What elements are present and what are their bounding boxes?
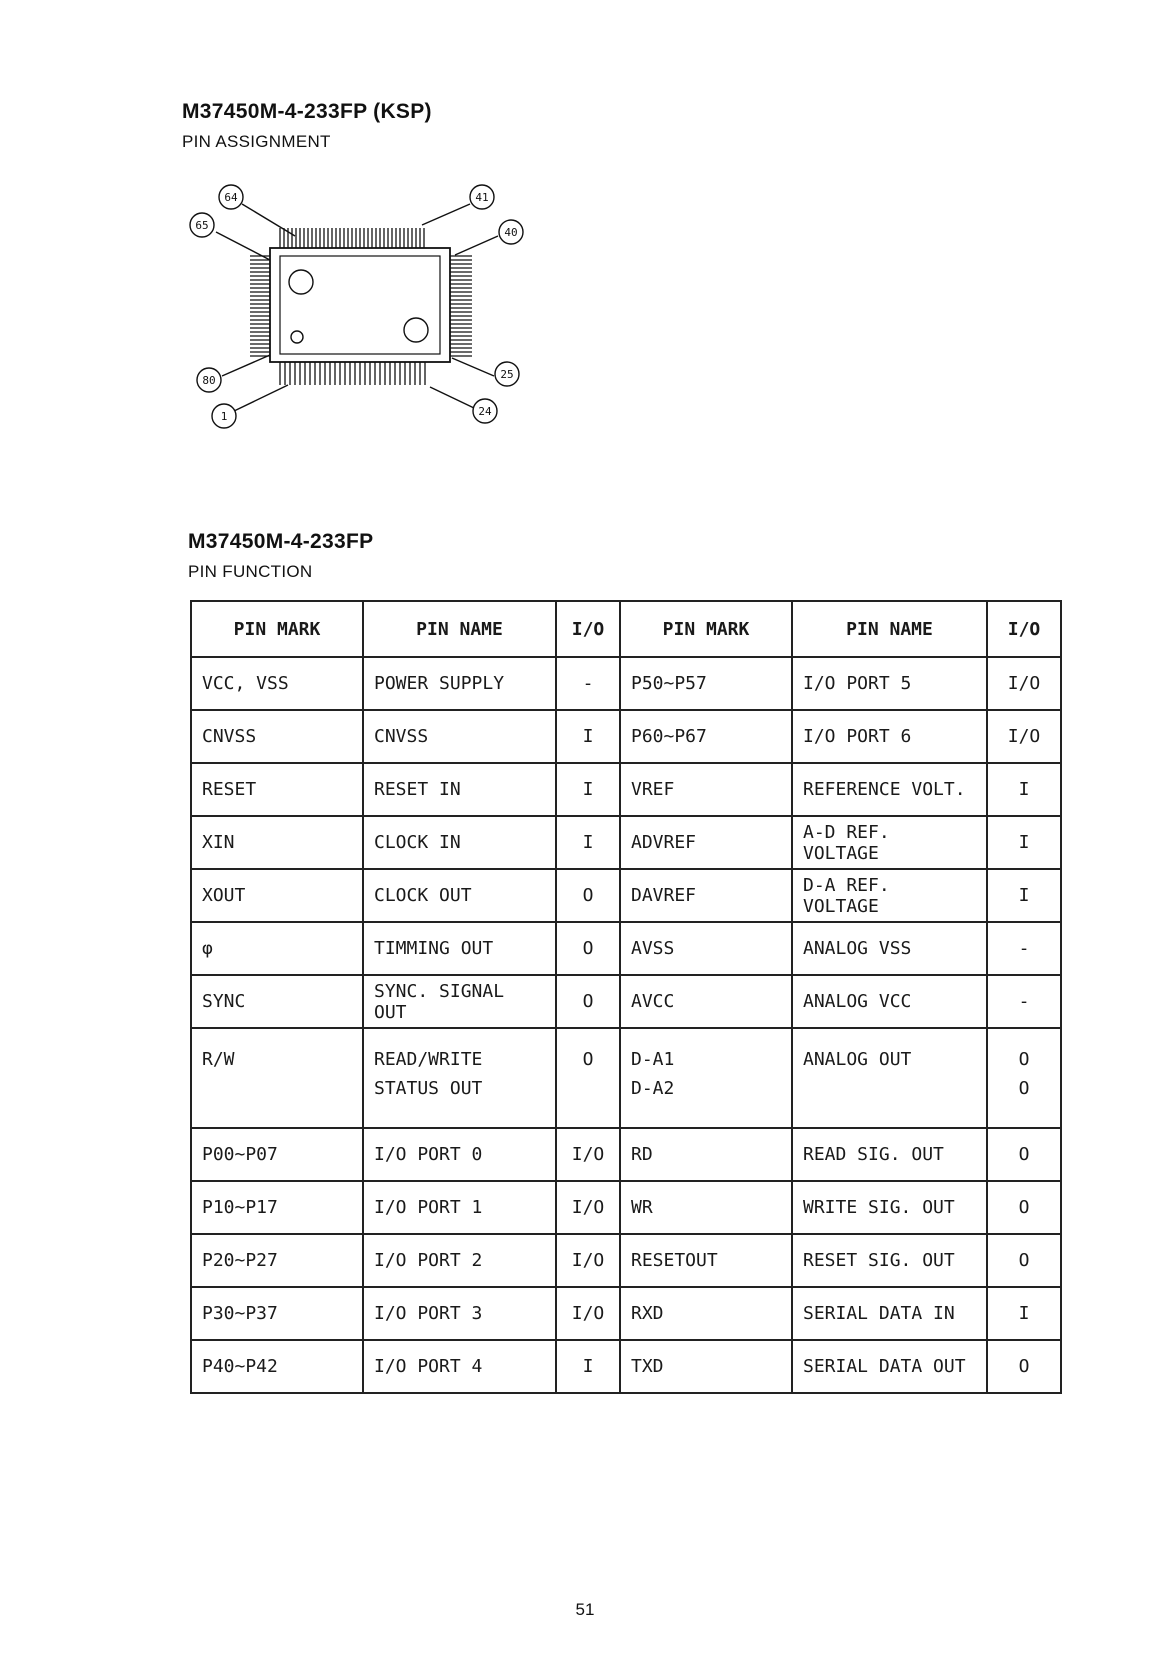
cell-pin-mark: XIN: [191, 816, 363, 869]
cell-pin-name: CLOCK IN: [363, 816, 556, 869]
chip-package-diagram: [180, 180, 560, 480]
cell-pin-mark: P20~P27: [191, 1234, 363, 1287]
cell-pin-name: I/O PORT 0: [363, 1128, 556, 1181]
cell-pin-name: WRITE SIG. OUT: [792, 1181, 987, 1234]
cell-io: O O: [987, 1028, 1061, 1128]
cell-pin-name: ANALOG OUT: [792, 1028, 987, 1128]
section-subtitle-pin-assignment: PIN ASSIGNMENT: [182, 132, 331, 151]
cell-pin-mark: TXD: [620, 1340, 792, 1393]
cell-pin-mark: DAVREF: [620, 869, 792, 922]
cell-pin-name: I/O PORT 1: [363, 1181, 556, 1234]
pin-label-41: 41: [475, 191, 489, 204]
cell-pin-mark: RXD: [620, 1287, 792, 1340]
table-row: [191, 816, 1061, 869]
cell-pin-mark: CNVSS: [191, 710, 363, 763]
pin-label-64: 64: [224, 191, 238, 204]
table-row: [191, 1181, 1061, 1234]
cell-io: O: [556, 1028, 620, 1128]
cell-pin-mark: P60~P67: [620, 710, 792, 763]
cell-pin-name: I/O PORT 4: [363, 1340, 556, 1393]
cell-io: O: [987, 1340, 1061, 1393]
cell-pin-name: I/O PORT 3: [363, 1287, 556, 1340]
cell-pin-mark: ADVREF: [620, 816, 792, 869]
cell-pin-mark: P40~P42: [191, 1340, 363, 1393]
cell-io: -: [556, 657, 620, 710]
cell-io: -: [987, 975, 1061, 1028]
table-row: [191, 657, 1061, 710]
cell-pin-name: TIMMING OUT: [363, 922, 556, 975]
cell-pin-mark: RESETOUT: [620, 1234, 792, 1287]
table-row: [191, 869, 1061, 922]
cell-pin-mark: XOUT: [191, 869, 363, 922]
table-row: [191, 1234, 1061, 1287]
cell-pin-name: CNVSS: [363, 710, 556, 763]
cell-pin-mark: P00~P07: [191, 1128, 363, 1181]
cell-io: I: [556, 763, 620, 816]
header-pin-mark: PIN MARK: [620, 601, 792, 657]
cell-pin-name: I/O PORT 5: [792, 657, 987, 710]
table-row: [191, 1340, 1061, 1393]
cell-pin-name: REFERENCE VOLT.: [792, 763, 987, 816]
cell-io: O: [556, 869, 620, 922]
cell-io: O: [556, 975, 620, 1028]
cell-io: I/O: [556, 1181, 620, 1234]
cell-pin-mark: φ: [191, 922, 363, 975]
cell-io: I: [987, 1287, 1061, 1340]
pin-label-40: 40: [504, 226, 518, 239]
cell-pin-name: RESET IN: [363, 763, 556, 816]
cell-pin-mark: RESET: [191, 763, 363, 816]
header-pin-mark: PIN MARK: [191, 601, 363, 657]
cell-pin-mark: P30~P37: [191, 1287, 363, 1340]
cell-pin-mark: R/W: [191, 1028, 363, 1128]
section-subtitle-pin-function: PIN FUNCTION: [188, 562, 313, 581]
pin-label-65: 65: [195, 219, 209, 232]
cell-io: -: [987, 922, 1061, 975]
table-row: [191, 922, 1061, 975]
pin-label-24: 24: [478, 405, 492, 418]
cell-io: O: [987, 1128, 1061, 1181]
cell-pin-name: CLOCK OUT: [363, 869, 556, 922]
cell-pin-mark: SYNC: [191, 975, 363, 1028]
table-row: [191, 1287, 1061, 1340]
cell-pin-mark: P50~P57: [620, 657, 792, 710]
header-io: I/O: [556, 601, 620, 657]
cell-pin-name: SYNC. SIGNAL OUT: [363, 975, 556, 1028]
cell-io: I/O: [987, 710, 1061, 763]
cell-pin-name: RESET SIG. OUT: [792, 1234, 987, 1287]
cell-pin-name: I/O PORT 6: [792, 710, 987, 763]
table-row: [191, 1128, 1061, 1181]
cell-io: I: [987, 869, 1061, 922]
cell-io: I: [987, 816, 1061, 869]
pin-label-1: 1: [220, 410, 228, 423]
pin-function-table: [190, 600, 1062, 1394]
section-title-pin-assignment: M37450M-4-233FP (KSP): [182, 100, 432, 123]
cell-pin-mark: VCC, VSS: [191, 657, 363, 710]
cell-io: I: [556, 1340, 620, 1393]
table-row: [191, 763, 1061, 816]
cell-io: I/O: [556, 1234, 620, 1287]
table-header-row: [191, 601, 1061, 657]
cell-io: I/O: [556, 1287, 620, 1340]
table-row: [191, 1028, 1061, 1128]
cell-pin-mark: AVCC: [620, 975, 792, 1028]
cell-io: I: [987, 763, 1061, 816]
header-pin-name: PIN NAME: [792, 601, 987, 657]
cell-io: I/O: [556, 1128, 620, 1181]
cell-pin-name: D-A REF. VOLTAGE: [792, 869, 987, 922]
cell-pin-name: READ SIG. OUT: [792, 1128, 987, 1181]
cell-io: I: [556, 816, 620, 869]
cell-io: O: [987, 1181, 1061, 1234]
cell-pin-mark: D-A1 D-A2: [620, 1028, 792, 1128]
cell-pin-name: SERIAL DATA IN: [792, 1287, 987, 1340]
cell-pin-mark: AVSS: [620, 922, 792, 975]
cell-pin-name: POWER SUPPLY: [363, 657, 556, 710]
cell-io: I: [556, 710, 620, 763]
cell-pin-mark: RD: [620, 1128, 792, 1181]
page-number: 51: [575, 1600, 595, 1619]
cell-pin-name: ANALOG VCC: [792, 975, 987, 1028]
cell-io: O: [556, 922, 620, 975]
table-row: [191, 710, 1061, 763]
cell-pin-name: SERIAL DATA OUT: [792, 1340, 987, 1393]
cell-pin-mark: WR: [620, 1181, 792, 1234]
cell-pin-mark: VREF: [620, 763, 792, 816]
header-pin-name: PIN NAME: [363, 601, 556, 657]
cell-io: O: [987, 1234, 1061, 1287]
pin-label-25: 25: [500, 368, 514, 381]
cell-pin-mark: P10~P17: [191, 1181, 363, 1234]
table-row: [191, 975, 1061, 1028]
cell-pin-name: ANALOG VSS: [792, 922, 987, 975]
cell-pin-name: A-D REF. VOLTAGE: [792, 816, 987, 869]
cell-pin-name: I/O PORT 2: [363, 1234, 556, 1287]
cell-io: I/O: [987, 657, 1061, 710]
header-io: I/O: [987, 601, 1061, 657]
cell-pin-name: READ/WRITE STATUS OUT: [363, 1028, 556, 1128]
section-title-pin-function: M37450M-4-233FP: [188, 530, 374, 553]
pin-label-80: 80: [202, 374, 216, 387]
